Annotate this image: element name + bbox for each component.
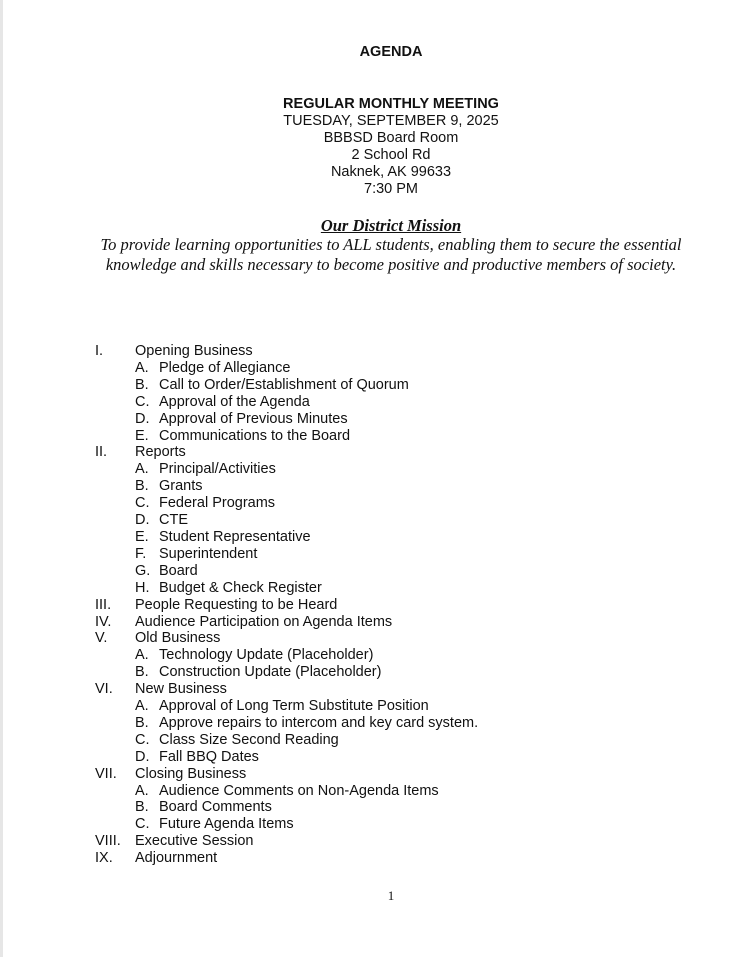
item-text: Approve repairs to intercom and key card system. xyxy=(159,714,479,731)
item-text: Approval of the Agenda xyxy=(159,393,310,410)
item-letter: A. xyxy=(135,698,149,715)
item-letter: F. xyxy=(135,545,147,562)
item-letter: D. xyxy=(135,748,150,765)
agenda-item xyxy=(135,360,478,377)
agenda-section xyxy=(95,833,478,850)
item-letter: D. xyxy=(135,410,150,427)
item-text: Grants xyxy=(159,478,203,495)
agenda-section xyxy=(95,681,478,766)
section-title: Audience Participation on Agenda Items xyxy=(135,613,393,630)
document-title: AGENDA xyxy=(359,44,423,60)
agenda-section xyxy=(95,597,478,614)
sub-item-list xyxy=(135,783,478,834)
item-text: Future Agenda Items xyxy=(159,816,294,833)
item-letter: A. xyxy=(135,461,149,478)
agenda-section xyxy=(95,614,478,631)
section-title: Adjournment xyxy=(135,850,218,867)
agenda-item xyxy=(135,546,478,563)
agenda-item xyxy=(135,698,478,715)
agenda-item xyxy=(135,377,478,394)
meeting-date: TUESDAY, SEPTEMBER 9, 2025 xyxy=(283,113,499,129)
item-letter: G. xyxy=(135,562,151,579)
item-text: Principal/Activities xyxy=(159,461,276,478)
agenda-item xyxy=(135,580,478,597)
item-letter: B. xyxy=(135,376,149,393)
agenda-item xyxy=(135,512,478,529)
item-letter: D. xyxy=(135,512,150,529)
agenda-item xyxy=(135,783,478,800)
item-letter: H. xyxy=(135,579,150,596)
agenda-list xyxy=(95,343,478,867)
agenda-section xyxy=(95,630,478,681)
item-text: Board Comments xyxy=(159,799,272,816)
meeting-location: BBBSD Board Room xyxy=(323,130,459,146)
item-letter: A. xyxy=(135,782,149,799)
agenda-item xyxy=(135,411,478,428)
item-letter: A. xyxy=(135,647,149,664)
section-title: Executive Session xyxy=(135,833,254,850)
section-title: Old Business xyxy=(135,630,221,647)
agenda-item xyxy=(135,428,478,445)
mission-title: Our District Mission xyxy=(320,216,462,235)
item-text: Class Size Second Reading xyxy=(159,731,339,748)
item-letter: C. xyxy=(135,495,150,512)
item-text: Approval of Previous Minutes xyxy=(159,410,348,427)
sub-item-list xyxy=(135,360,478,445)
item-text: Fall BBQ Dates xyxy=(159,748,259,765)
item-text: Superintendent xyxy=(159,545,258,562)
meeting-header xyxy=(0,96,750,198)
section-title: Reports xyxy=(135,444,186,461)
item-text: CTE xyxy=(159,512,188,529)
page-number: 1 xyxy=(387,888,395,903)
item-letter: E. xyxy=(135,528,149,545)
item-text: Construction Update (Placeholder) xyxy=(159,664,382,681)
mission-text: To provide learning opportunities to ALL students, enabling them to secure the essential knowledge and skills necessary to become positive and productive members of society. xyxy=(100,235,682,274)
agenda-item xyxy=(135,461,478,478)
sub-item-list xyxy=(135,461,478,596)
agenda-item xyxy=(135,394,478,411)
meeting-time: 7:30 PM xyxy=(364,181,418,197)
meeting-street: 2 School Rd xyxy=(351,147,431,163)
agenda-item xyxy=(135,715,478,732)
item-text: Technology Update (Placeholder) xyxy=(159,647,374,664)
item-text: Student Representative xyxy=(159,528,311,545)
agenda-section xyxy=(95,766,478,834)
section-title: People Requesting to be Heard xyxy=(135,596,338,613)
item-letter: A. xyxy=(135,359,149,376)
meeting-city: Naknek, AK 99633 xyxy=(330,164,452,180)
item-letter: B. xyxy=(135,714,149,731)
section-numeral: IX. xyxy=(95,850,113,867)
section-title: New Business xyxy=(135,681,227,698)
agenda-item xyxy=(135,799,478,816)
item-text: Budget & Check Register xyxy=(159,579,322,596)
agenda-item xyxy=(135,749,478,766)
item-letter: C. xyxy=(135,816,150,833)
section-numeral: VII. xyxy=(95,765,117,782)
agenda-section xyxy=(95,444,478,596)
item-text: Board xyxy=(159,562,198,579)
item-letter: B. xyxy=(135,478,149,495)
agenda-item xyxy=(135,732,478,749)
item-text: Call to Order/Establishment of Quorum xyxy=(159,376,409,393)
agenda-item xyxy=(135,495,478,512)
section-title: Closing Business xyxy=(135,765,247,782)
item-letter: B. xyxy=(135,664,149,681)
section-title: Opening Business xyxy=(135,343,253,359)
sub-item-list xyxy=(135,698,478,766)
item-text: Communications to the Board xyxy=(159,427,351,444)
agenda-section xyxy=(95,343,478,444)
agenda-item xyxy=(135,478,478,495)
section-numeral: II. xyxy=(95,444,108,461)
agenda-item xyxy=(135,647,478,664)
item-letter: E. xyxy=(135,427,149,444)
item-text: Pledge of Allegiance xyxy=(159,359,291,376)
section-numeral: IV. xyxy=(95,613,112,630)
section-numeral: VIII. xyxy=(95,833,121,850)
item-text: Audience Comments on Non-Agenda Items xyxy=(159,782,439,799)
agenda-section xyxy=(95,850,478,867)
agenda-item xyxy=(135,563,478,580)
item-text: Federal Programs xyxy=(159,495,276,512)
item-letter: C. xyxy=(135,393,150,410)
sub-item-list xyxy=(135,647,478,681)
item-letter: B. xyxy=(135,799,149,816)
agenda-item xyxy=(135,529,478,546)
section-numeral: VI. xyxy=(95,681,113,698)
item-letter: C. xyxy=(135,731,150,748)
agenda-item xyxy=(135,664,478,681)
section-numeral: III. xyxy=(95,596,112,613)
item-text: Approval of Long Term Substitute Position xyxy=(159,698,429,715)
meeting-type: REGULAR MONTHLY MEETING xyxy=(283,96,499,112)
section-numeral: V. xyxy=(95,630,108,647)
agenda-item xyxy=(135,816,478,833)
section-numeral: I. xyxy=(95,343,104,359)
